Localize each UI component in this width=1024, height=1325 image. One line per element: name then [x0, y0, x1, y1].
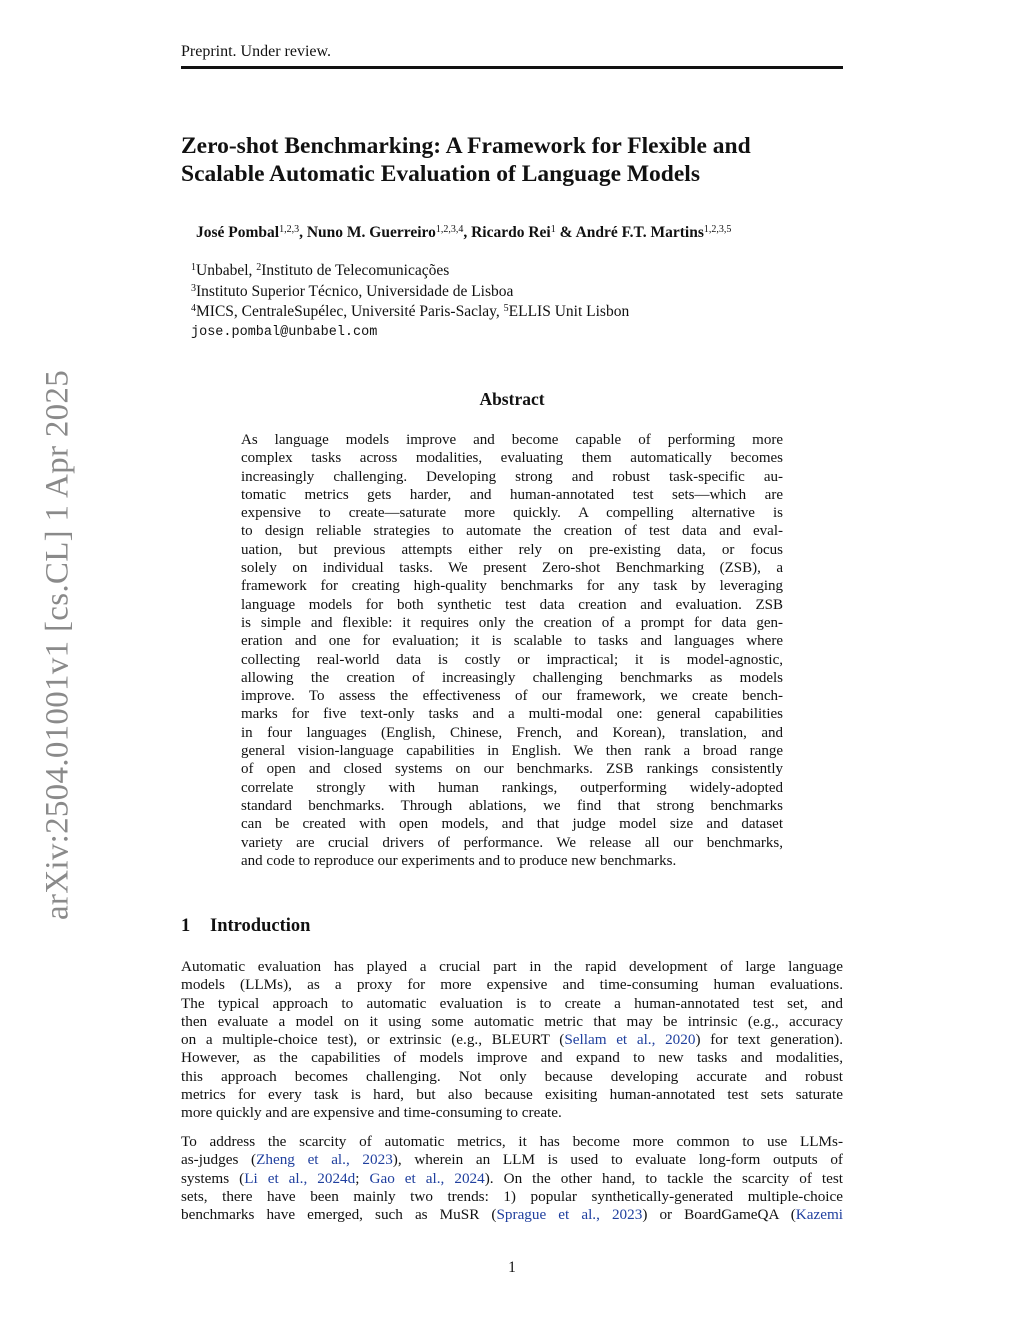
section-number: 1 — [181, 916, 191, 936]
abstract-line: marks for five text-only tasks and a multi-modal one: general capabilities — [241, 706, 783, 723]
author-name: José Pombal — [196, 224, 280, 241]
citation-link[interactable]: Zheng et al., 2023 — [256, 1151, 393, 1169]
affil-sup: 2 — [256, 262, 262, 273]
affil-text: MICS, CentraleSupélec, Université Paris-Saclay, — [196, 303, 504, 320]
text-line: To address the scarcity of automatic metrics, it has become more common to use LLMs- — [181, 1133, 843, 1150]
paper-title — [181, 132, 843, 188]
author-separator: & — [555, 224, 576, 241]
text-line: this approach becomes challenging. Not only because developing accurate and robust — [181, 1067, 843, 1085]
abstract-body — [241, 431, 783, 870]
abstract-line: variety are crucial drivers of performance. We release all our benchmarks, — [241, 834, 783, 851]
text-run: as-judges ( — [181, 1151, 257, 1169]
affil-text: Instituto Superior Técnico, Universidade de Lisboa — [196, 282, 514, 300]
affil-sup: 3 — [191, 282, 196, 294]
affil-text: Instituto de Telecomunicações — [261, 262, 450, 279]
text-run: ), wherein an LLM is used to evaluate long-form outputs of — [392, 1151, 843, 1169]
text-run: ). On the other hand, to tackle the scarcity of test — [484, 1169, 844, 1187]
citation-link[interactable]: Sellam et al., 2020 — [564, 1031, 696, 1049]
text-line — [181, 1031, 843, 1049]
abstract-line: in four languages (English, Chinese, French, and Korean), translation, and — [241, 724, 783, 741]
abstract-line: and code to reproduce our experiments and to produce new benchmarks. — [241, 852, 677, 869]
abstract-line: collecting real-world data is costly or impractical; it is model-agnostic, — [241, 651, 783, 668]
section-heading — [181, 914, 843, 938]
abstract-line: expensive to create—saturate more quickly. A compelling alternative is — [241, 505, 783, 522]
affil-text: Unbabel, — [196, 262, 257, 279]
author-name: André F.T. Martins — [575, 224, 704, 241]
text-run: ; — [355, 1169, 370, 1187]
text-line: models (LLMs), as a proxy for more expensive and time-consuming human evaluations. — [181, 976, 843, 994]
intro-paragraph-2 — [181, 1133, 843, 1224]
text-line — [181, 1170, 843, 1188]
abstract-line: allowing the creation of increasingly challenging benchmarks as models — [241, 669, 783, 686]
text-run: ) for text generation). — [695, 1031, 843, 1049]
text-line: metrics for every task is hard, but also because exisiting human-annotated test sets saturate — [181, 1086, 843, 1104]
citation-link[interactable]: Li et al., 2024d — [244, 1169, 356, 1187]
text-line — [181, 1151, 843, 1169]
title-line: Zero-shot Benchmarking: A Framework for Flexible and — [181, 133, 751, 159]
affiliations — [191, 261, 831, 343]
text-line — [181, 1206, 843, 1224]
affiliation-line — [191, 261, 831, 282]
section-title: Introduction — [210, 916, 311, 936]
abstract-line: general vision-language capabilities in English. We then rank a broad range — [241, 743, 783, 760]
author-affil-sup: 1,2,3 — [279, 224, 300, 235]
affiliation-line — [191, 302, 831, 323]
abstract-line: tomatic metrics gets harder, and human-annotated test sets—which are — [241, 486, 783, 503]
text-line: The typical approach to automatic evaluation is to create a human-annotated test set, and — [181, 994, 843, 1012]
citation-link[interactable]: Sprague et al., 2023 — [496, 1206, 643, 1224]
text-line: then evaluate a model on it using some automatic metric that may be intrinsic (e.g., accuracy — [181, 1012, 843, 1030]
text-run: benchmarks have emerged, such as MuSR ( — [181, 1206, 497, 1224]
affil-text: ELLIS Unit Lisbon — [508, 303, 630, 320]
abstract-line: of open and closed systems on our benchmarks. ZSB rankings consistently — [241, 761, 783, 778]
author-affil-sup: 1 — [550, 224, 556, 235]
affil-sup: 1 — [191, 262, 196, 273]
abstract-line: is simple and flexible: it requires only the creation of a prompt for data gen- — [241, 614, 783, 631]
affiliation-line — [191, 282, 831, 303]
abstract-line: eration and one for evaluation; it is scalable to tasks and languages where — [241, 633, 783, 650]
abstract-line: improve. To assess the effectiveness of our framework, we create bench- — [241, 688, 783, 705]
contact-email[interactable]: jose.pombal@unbabel.com — [191, 324, 378, 340]
text-run: systems ( — [181, 1169, 245, 1187]
abstract-line: solely on individual tasks. We present Zero-shot Benchmarking (ZSB), a — [241, 560, 783, 577]
arxiv-sidebar-stamp: arXiv:2504.01001v1 [cs.CL] 1 Apr 2025 — [39, 369, 76, 921]
author-name: Nuno M. Guerreiro — [306, 224, 436, 241]
running-header: Preprint. Under review. — [181, 42, 843, 69]
citation-link[interactable]: Gao et al., 2024 — [369, 1169, 485, 1187]
text-line: However, as the capabilities of models improve and expand to new tasks and modalities, — [181, 1049, 843, 1067]
page-number: 1 — [508, 1259, 516, 1276]
text-line: more quickly and are expensive and time-consuming to create. — [181, 1104, 562, 1122]
text-run: on a multiple-choice test), or extrinsic (e.g., BLEURT ( — [181, 1031, 565, 1049]
title-line: Scalable Automatic Evaluation of Language Models — [181, 161, 700, 187]
abstract-line: uation, but previous attempts either rely on pre-existing data, or focus — [241, 541, 783, 558]
text-run: ) or BoardGameQA ( — [642, 1206, 796, 1224]
author-affil-sup: 1,2,3,5 — [703, 224, 732, 235]
author-name: Ricardo Rei — [471, 224, 551, 241]
abstract-line: correlate strongly with human rankings, outperforming widely-adopted — [241, 779, 783, 796]
abstract-line: can be created with open models, and that judge model size and dataset — [241, 816, 783, 833]
abstract-line: to design reliable strategies to automate the creation of test data and eval- — [241, 523, 783, 540]
abstract-line: framework for creating high-quality benchmarks for any task by leveraging — [241, 578, 783, 595]
abstract-line: As language models improve and become capable of performing more — [241, 432, 783, 448]
author-affil-sup: 1,2,3,4 — [435, 224, 464, 235]
author-separator: , — [463, 224, 472, 241]
affil-sup: 5 — [503, 303, 509, 314]
abstract-line: standard benchmarks. Through ablations, we find that strong benchmarks — [241, 797, 783, 814]
abstract-line: complex tasks across modalities, evaluating them automatically becomes — [241, 450, 783, 467]
abstract-heading: Abstract — [479, 389, 545, 409]
author-list — [196, 222, 856, 244]
abstract-line: language models for both synthetic test data creation and evaluation. ZSB — [241, 596, 783, 613]
affil-sup: 4 — [191, 303, 196, 314]
author-separator: , — [299, 224, 307, 241]
text-line: sets, there have been mainly two trends: 1) popular synthetically-generated multiple-choice — [181, 1187, 843, 1205]
abstract-line: increasingly challenging. Developing strong and robust task-specific au- — [241, 468, 783, 485]
intro-paragraph-1 — [181, 958, 843, 1123]
citation-link[interactable]: Kazemi — [795, 1206, 843, 1224]
text-line: Automatic evaluation has played a crucial part in the rapid development of large language — [181, 958, 843, 975]
